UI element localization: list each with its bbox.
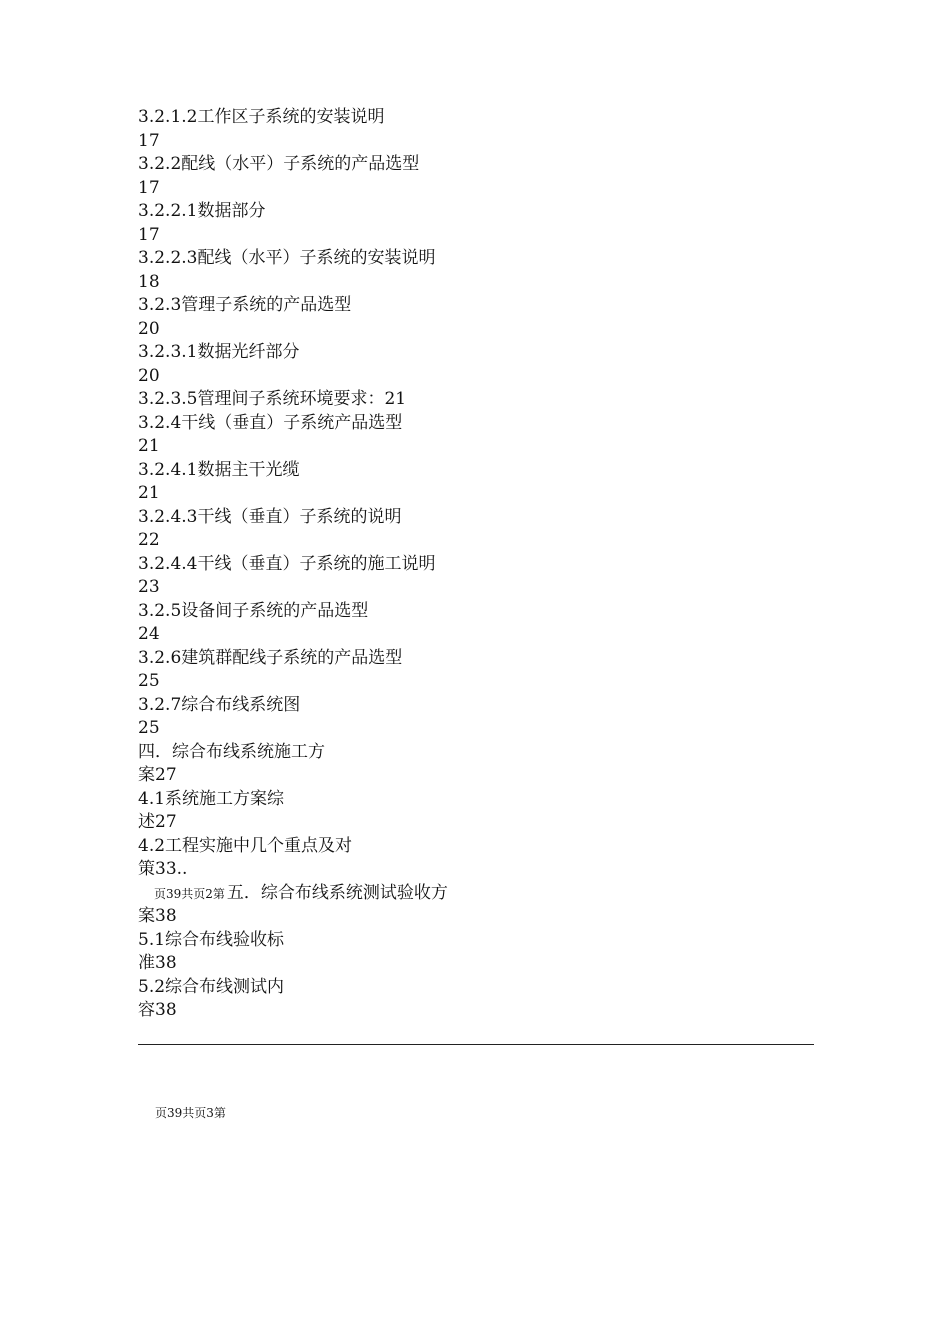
toc-line: 21: [138, 436, 160, 456]
toc-line: 17: [138, 177, 160, 198]
toc-line: 3.2.5设备间子系统的产品选型: [138, 600, 369, 621]
toc-line: 4.2工程实施中几个重点及对: [138, 835, 353, 856]
toc-line: 3.2.3.1数据光纤部分: [138, 342, 300, 362]
toc-line: 3.2.4干线（垂直）子系统产品选型: [138, 412, 403, 433]
toc-line: 案27: [138, 765, 177, 785]
toc-line: 23: [138, 577, 160, 597]
toc-heading-chapter-5: 五．综合布线系统测试验收方: [226, 882, 448, 903]
toc-entries-continued: [138, 905, 448, 1023]
toc-line: 5.1综合布线验收标: [138, 929, 285, 950]
toc-line: 17: [138, 130, 160, 151]
toc-line: 3.2.3.5管理间子系统环境要求：21: [138, 389, 407, 409]
toc-line: 3.2.2配线（水平）子系统的产品选型: [138, 154, 420, 174]
page-2-footer: 页39共页2第: [154, 886, 225, 901]
toc-line: 策33..: [138, 859, 188, 879]
page-3-footer: 页39共页3第: [155, 1106, 226, 1120]
toc-line: 3.2.4.3干线（垂直）子系统的说明: [138, 506, 402, 527]
toc-line: 3.2.1.2工作区子系统的安装说明: [138, 107, 385, 127]
toc-line: 3.2.3管理子系统的产品选型: [138, 295, 352, 315]
toc-line: 24: [138, 624, 160, 644]
page-bottom-rule: [138, 1044, 814, 1045]
table-of-contents: [138, 106, 448, 1023]
toc-line: 4.1系统施工方案综: [138, 788, 285, 809]
toc-line: 20: [138, 318, 160, 339]
toc-line: 3.2.4.1数据主干光缆: [138, 459, 300, 480]
toc-line: 准38: [138, 953, 177, 973]
toc-line: 3.2.4.4干线（垂直）子系统的施工说明: [138, 553, 436, 574]
toc-line: 20: [138, 365, 160, 386]
toc-line: 3.2.2.3配线（水平）子系统的安装说明: [138, 248, 436, 268]
toc-line: 3.2.7综合布线系统图: [138, 694, 301, 715]
toc-line: 5.2综合布线测试内: [138, 976, 285, 997]
toc-line: 25: [138, 671, 160, 691]
toc-line: 22: [138, 530, 160, 550]
toc-line: 25: [138, 718, 160, 738]
toc-entries: [138, 106, 448, 882]
toc-line: 3.2.2.1数据部分: [138, 201, 266, 221]
toc-line: 3.2.6建筑群配线子系统的产品选型: [138, 647, 403, 668]
toc-line: 17: [138, 224, 160, 245]
toc-line: 案38: [138, 906, 177, 926]
toc-line: 18: [138, 271, 160, 292]
toc-line: 述27: [138, 812, 177, 832]
toc-line: 21: [138, 483, 160, 503]
toc-line: 容38: [138, 1000, 177, 1020]
toc-line-with-page-footer: [138, 882, 448, 906]
toc-line: 四．综合布线系统施工方: [138, 741, 325, 762]
